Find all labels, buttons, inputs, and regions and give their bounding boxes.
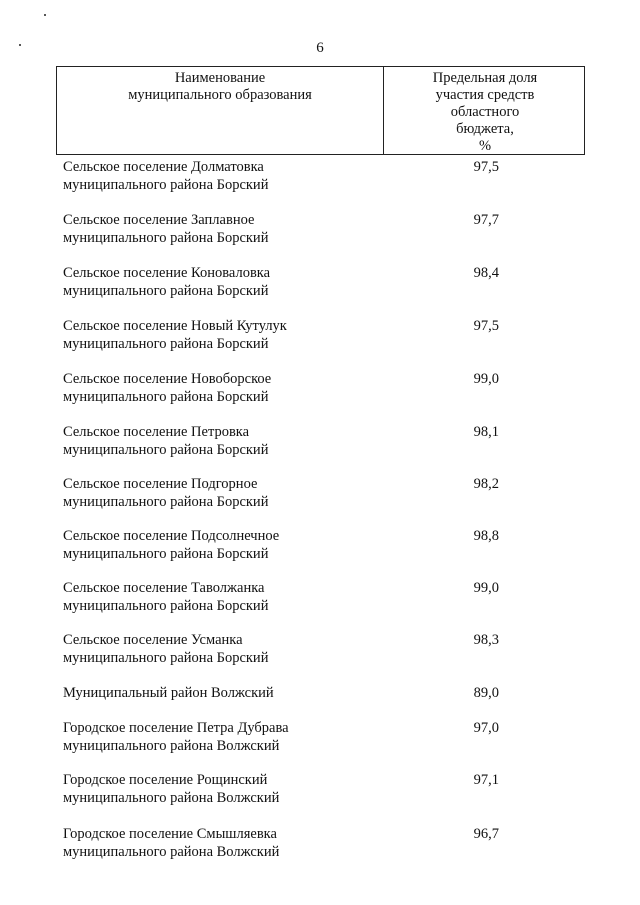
share-value: 99,0 (473, 580, 499, 596)
table-row (63, 158, 583, 198)
municipality-name-line: Сельское поселение Коноваловка (63, 265, 271, 281)
municipality-name-line: муниципального района Борский (63, 494, 269, 510)
header-name-line: муниципального образования (128, 87, 312, 103)
table-row (63, 631, 583, 671)
municipality-name-line: Сельское поселение Таволжанка (63, 580, 265, 596)
municipality-name (63, 579, 423, 615)
municipality-name (63, 158, 423, 194)
municipality-name-line: муниципального района Борский (63, 650, 269, 666)
table-row (63, 825, 583, 865)
municipality-name-line: муниципального района Борский (63, 230, 269, 246)
table-row (63, 579, 583, 619)
municipality-name (63, 825, 423, 861)
table-row (63, 475, 583, 515)
municipality-name-line: муниципального района Борский (63, 336, 269, 352)
table-row (63, 719, 583, 759)
share-value: 89,0 (473, 685, 499, 701)
municipality-name-line: Сельское поселение Новый Кутулук (63, 318, 287, 334)
municipality-name-line: муниципального района Волжский (63, 844, 280, 860)
header-share-column (384, 70, 586, 155)
header-name-line: Наименование (174, 70, 266, 86)
header-share-line: участия средств (435, 87, 535, 103)
municipality-name (63, 370, 423, 406)
municipality-name-line: Сельское поселение Усманка (63, 632, 243, 648)
municipality-name-line: Сельское поселение Подгорное (63, 476, 258, 492)
municipality-name-line: Городское поселение Смышляевка (63, 826, 277, 842)
table-row (63, 684, 583, 724)
table-row (63, 771, 583, 811)
municipality-name-line: Городское поселение Рощинский (63, 772, 268, 788)
share-value: 99,0 (473, 371, 499, 387)
municipality-name-line: муниципального района Волжский (63, 738, 280, 754)
table-row (63, 211, 583, 251)
municipality-name-line: муниципального района Борский (63, 546, 269, 562)
municipality-name-line: Сельское поселение Новоборское (63, 371, 272, 387)
municipality-name-line: муниципального района Борский (63, 283, 269, 299)
scan-speck (44, 14, 46, 16)
municipality-name (63, 719, 423, 755)
header-share-line: Предельная доля (432, 70, 538, 86)
table-row (63, 527, 583, 567)
municipality-name-line: муниципального района Борский (63, 389, 269, 405)
table-row (63, 317, 583, 357)
table-row (63, 370, 583, 410)
share-value: 98,3 (473, 632, 499, 648)
share-value: 96,7 (473, 826, 499, 842)
share-value: 97,5 (473, 318, 499, 334)
municipality-name-line: Сельское поселение Петровка (63, 424, 250, 440)
municipality-name (63, 527, 423, 563)
municipality-name (63, 211, 423, 247)
municipality-name-line: муниципального района Борский (63, 598, 269, 614)
page-number: 6 (316, 40, 324, 56)
municipality-name-line: Муниципальный район Волжский (63, 685, 274, 701)
header-share-line: бюджета, (456, 121, 514, 137)
municipality-name (63, 684, 423, 702)
municipality-name-line: Сельское поселение Долматовка (63, 159, 264, 175)
table-header (56, 66, 585, 155)
municipality-name-line: Городское поселение Петра Дубрава (63, 720, 289, 736)
share-value: 97,7 (473, 212, 499, 228)
municipality-name (63, 264, 423, 300)
table-row (63, 264, 583, 304)
share-value: 98,1 (473, 424, 499, 440)
municipality-name (63, 317, 423, 353)
share-value: 98,4 (473, 265, 499, 281)
header-share-line: % (478, 138, 492, 154)
table-row (63, 423, 583, 463)
municipality-name (63, 771, 423, 807)
municipality-name-line: муниципального района Волжский (63, 790, 280, 806)
share-value: 97,1 (473, 772, 499, 788)
share-value: 98,8 (473, 528, 499, 544)
municipality-name (63, 631, 423, 667)
share-value: 97,0 (473, 720, 499, 736)
share-value: 97,5 (473, 159, 499, 175)
municipality-name-line: Сельское поселение Заплавное (63, 212, 255, 228)
share-value: 98,2 (473, 476, 499, 492)
municipality-name-line: муниципального района Борский (63, 442, 269, 458)
municipality-name (63, 475, 423, 511)
header-share-line: областного (450, 104, 520, 120)
header-name-column (57, 70, 383, 104)
municipality-name (63, 423, 423, 459)
municipality-name-line: муниципального района Борский (63, 177, 269, 193)
municipality-name-line: Сельское поселение Подсолнечное (63, 528, 280, 544)
